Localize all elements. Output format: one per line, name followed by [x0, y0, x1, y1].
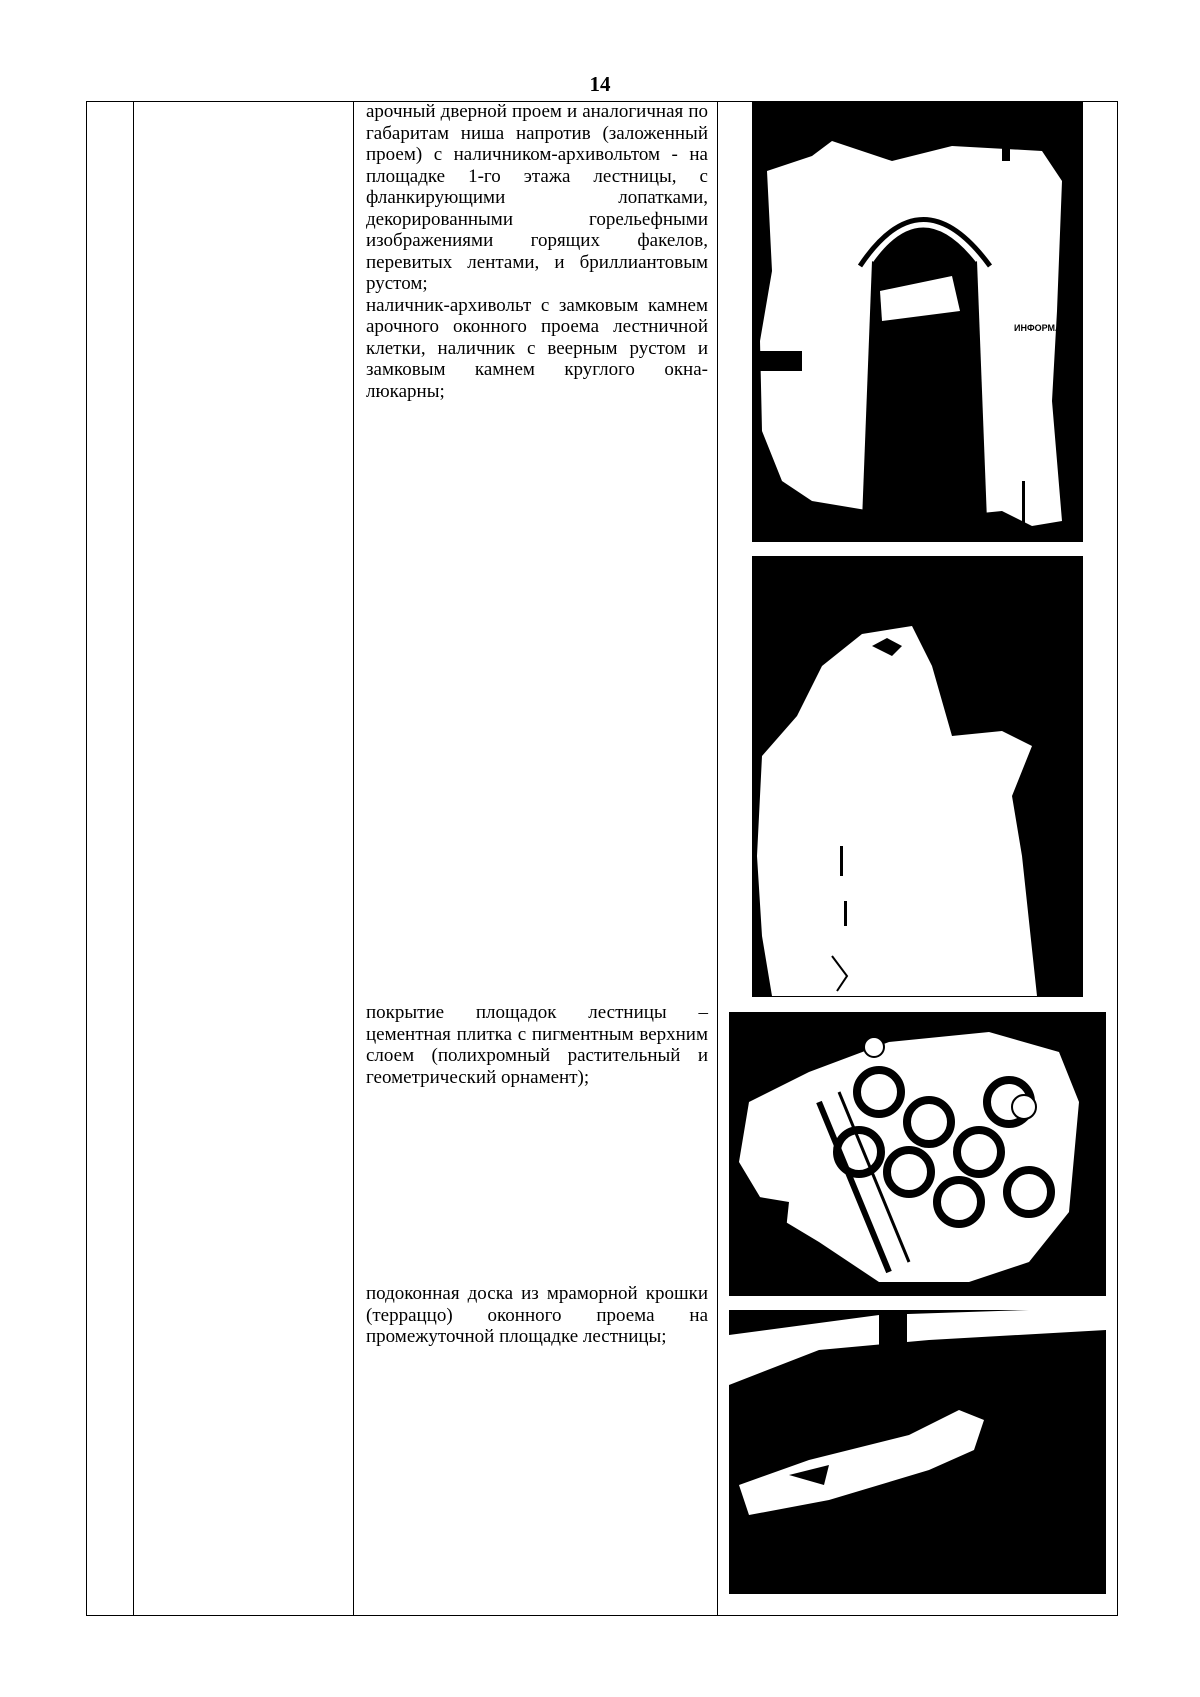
description-paragraph: наличник-архивольт с замковым камнем арочного оконного проема лестничной клетки, наличник с веерным рустом и замковым камнем круглого окна-люкарны; [366, 294, 708, 402]
description-arch-doorway [366, 101, 708, 402]
page-number: 14 [589, 72, 611, 96]
description-window-sill: подоконная доска из мраморной крошки (терраццо) оконного проема на промежуточной площадке лестницы; [366, 1283, 708, 1347]
photo-window-architrave [752, 556, 1083, 997]
column-divider-2 [353, 101, 354, 1616]
description-landing-floor: покрытие площадок лестницы – цементная плитка с пигментным верхним слоем (полихромный растительный и геометрический орнамент); [366, 1002, 708, 1088]
column-divider-3 [717, 101, 718, 1616]
column-divider-1 [133, 101, 134, 1616]
photo-arched-doorway [752, 101, 1083, 542]
photo-cement-tile [729, 1012, 1106, 1296]
photo-sign-text: ИНФОРМАЦИ [1014, 323, 1075, 333]
description-paragraph: арочный дверной проем и аналогичная по габаритам ниша напротив (заложенный проем) с наличником-архивольтом - на площадке 1-го этажа лестницы, с фланкирующими лопатками, декорированными горельефными изображениями горящих факелов, перевитых лентами, и бриллиантовым рустом; [366, 101, 708, 294]
photo-window-sill [729, 1310, 1106, 1594]
